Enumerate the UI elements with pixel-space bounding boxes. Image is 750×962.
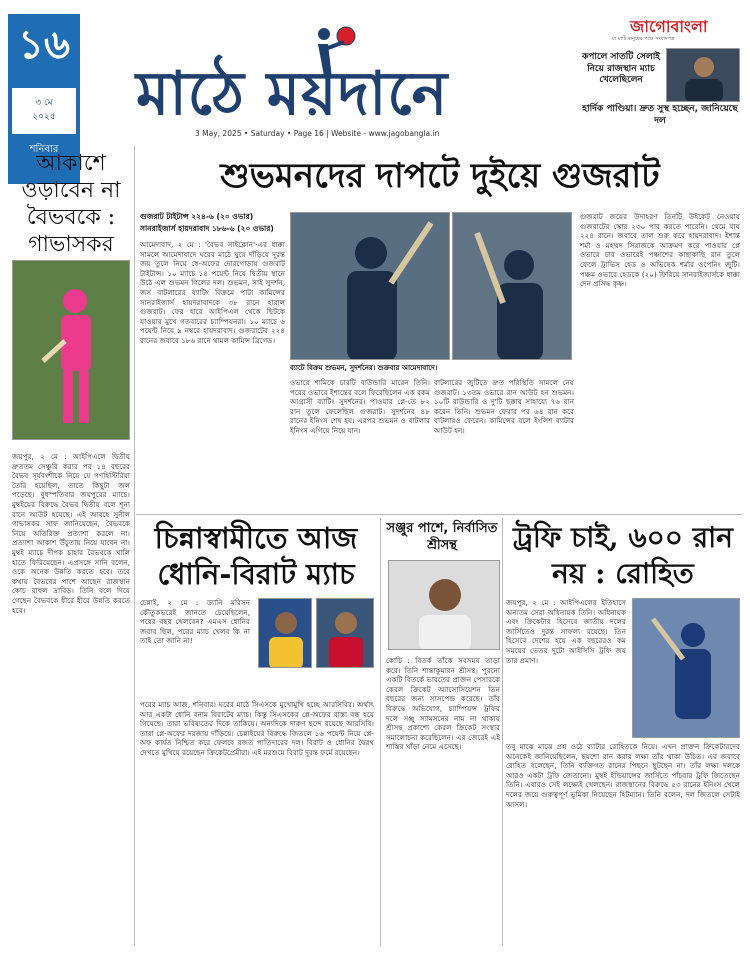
masthead <box>96 18 566 129</box>
teaser-tail: হার্দিক পাণ্ডিয়া। দ্রুত সুস্থ হচ্ছেন, জানিয়েছে দল <box>582 104 738 126</box>
main-story-body-3: ওভারে শামিকে চারটি বাউন্ডারি মারেন তিনি। পরের ওভারে ইশান্তের বলে ফিরেছিলেন এক রকম আগ্রাসী ব্যাটিং সুদর্শনের। পাওয়ার প্লে-তে ৮২ রান তুলে ফেলেছিল গুজরাট। সুদর্শনের ৪৮ রানের ইনিংস শেষ হয়। এরপর শুভমন ও বাটলার ইনিংস এগিয়ে নিয়ে যান। <box>290 378 430 435</box>
dhoni-story-headline: চিন্নাস্বামীতে আজ ধোনি-বিরাট ম্যাচ <box>154 521 358 591</box>
main-story-body-2: গুজরাট জয়ের উদাহরণ তিনটি উইকেট নেওয়ায় গুজরাটের স্কোর ২৩০ পার করতে পারেনি। থেমে যায় ২২৪ রানে। জবাবে তাল শুরু করে হায়দরাবাদ। ইশান্ত শর্মা ও মহম্মদ সিরাজকে আক্রমণ করে পাওয়ার প্লে ওভারে চার ওভারেই পঞ্চাশের কাছাকাছি রান তুলে ফেলে ট্রাভিস হেড ও অভিষেক শর্মার ওপেনিং জুটি। পঞ্চম ওভারে হেডকে (২০) ফিরিয়ে সানরাইজার্সকে ধাক্কা দেন প্রসিদ্ধ কৃষ্ণ। <box>580 212 740 289</box>
sreesanth-story-headline: সঞ্জুর পাশে, নির্বাসিত শ্রীসন্থ <box>386 521 498 553</box>
rohit-photo <box>632 598 740 738</box>
column-divider <box>502 518 503 946</box>
teaser-text: কপালে সাতটি সেলাই নিয়ে রাজস্থান ম্যাচ খেলেছিলেন <box>582 52 660 85</box>
dateline: 3 May, 2025 • Saturday • Page 16 | Website - www.jagobangla.in <box>195 129 440 138</box>
section-divider <box>136 514 742 515</box>
rohit-story-headline: ট্রফি চাই, ৬০০ রান নয় : রোহিত <box>513 521 733 590</box>
kohli-photo <box>316 598 374 668</box>
column-divider <box>380 518 381 946</box>
dhoni-story-body-2: পরের ম্যাচ আজ, শনিবার। ঘরের মাঠে সিএসকে মুখোমুখি হচ্ছে আরসিবির। অর্থাৎ আর একটা ধোনি বনাম বিরাটের ম্যাচ। কিন্তু সিএসকের প্লে-অফের রাস্তা বন্ধ হয়ে গিয়েছে। তারা ভবিষ্যতের দিকে তাকিয়ে। অন্যদিকে দারুণ ছন্দে রয়েছে আরসিবি। তারা প্লে-অফের দরজায় দাঁড়িয়ে। চেন্নাইয়ের বিরুদ্ধে জিতলে ১৬ পয়েন্ট নিয়ে প্লে-অফ কার্যত নিশ্চিত করে ফেলবে রজত পাতিদারের দল। বিরাট ও ধোনির দ্বৈরথ দেখতে মুখিয়ে রয়েছেন ক্রিকেটপ্রেমীরা। এই মরশুমে বিরাট দুরন্ত ফর্মে রয়েছেন। <box>140 700 374 757</box>
sreesanth-story-body: কোচি : বিতর্ক তাঁকে সবসময় তাড়া করে। তিনি শান্তাকুমারন শ্রীসন্থ। পুরনো একটি বিতর্কে ভারতের প্রাক্তন পেসারকে কেরল ক্রিকেট অ্যাসোসিয়েশন তিন বছরের জন্য সাসপেন্ড করেছে। তাঁর বিরুদ্ধে অভিযোগ, চ্যাম্পিয়ন্স ট্রফির দলে সঞ্জু স্যামসনের নাম না থাকায় শ্রীসন্থ প্রকাশ্যে কেরল ক্রিকেট সংস্থার সমালোচনা করেছিলেন। এর জেরেই এই শাস্তির খাঁড়া নেমে এসেছে। <box>386 656 500 752</box>
main-headline: শুভমনদের দাপটে দুইয়ে গুজরাট <box>220 156 660 196</box>
brand-tagline: মা মাটি মানুষের পক্ষে সংবাদপত্র <box>612 36 675 42</box>
page-number: ১৬ <box>18 22 70 68</box>
issue-day: শনিবার <box>29 144 59 155</box>
score-hyderabad: সানরাইজার্স হায়দরাবাদ ১৮৬-৬ (২০ ওভার) <box>140 224 274 233</box>
main-story-body-4: বাটলারের জুটিতে দ্রুত পরিস্থিতি সামলে নেয় গুজরাট। ১৩তম ওভারে রান আউট হন শুভমন। ১০টি বাউন্ডারি ও দু'টি ছক্কার সাহায্যে ৭৬ রান করেন তিনি। শুভমন ফেরার পর ৬৪ রান করে বাটলারও ফেরেন। কামিন্সের বলে ইংলিশ ব্যাটার আউট হন। <box>434 378 574 435</box>
main-story-photo-2 <box>452 212 572 360</box>
sreesanth-photo <box>388 560 500 650</box>
left-story-body: জয়পুর, ২ মে : আইপিএলে দ্বিতীয় দ্রুততম সেঞ্চুরি করার পর ১৪ বছরের বৈভব সূর্যবংশীকে নিয়ে যে গণহিস্টিরিয়া তৈরি হয়েছিল, তাতে কিছুটা জল পড়েছে। বুধস্পতিবার জয়পুরের ম্যাচে। মুম্বইয়ের বিরুদ্ধে বৈভব দ্বিতীয় বলে শূন্য রানে আউট হয়েছে। এই আবহে সুনীল গাভাসকর সাফ জানিয়েছেন, বৈভবকে নিয়ে অতিরিক্ত প্রত্যাশা করলে না। প্রত্যাশা আকাশ উঁচুতায় নিয়ে যাবেন না। মুম্বই ম্যাচে দীপক চাহার বৈভবকে খালি হাতে ফিরিয়েছেন। এপ্রসঙ্গে সানি বলেন, ওকে অনেক উন্নতি করতে হবে। তবে কথায় বৈভবের পাশে আছেন রাজস্থান কোচ রাহুল দ্রাবিড়। তিনি বলে দিয়ে গেছেন বৈভবকে ধীরে ধীরে উন্নতি করতে হবে। <box>12 452 130 615</box>
issue-date-line2: ২০২৫ <box>32 112 56 122</box>
issue-date-line1: ৩ মে <box>35 98 53 108</box>
main-photo-caption: ব্যাটে বিক্রম শুভমন, সুদর্শনের। শুক্রবার আমেদাবাদে। <box>290 364 438 372</box>
rohit-story-body-1: জয়পুর, ২ মে : আইপিএলের ইতিহাসে অন্যতম সেরা অধিনায়ক তিনি। অধিনায়ক এবং ক্রিকেটার হিসেবে জাতীয় দলের জার্সিতেও দুরন্ত সাফল্য রয়েছে। তিন হিসেবে দেশের হয়ে এক বছরেরও কম সময়ের ভেতর দুটো আইসিসি ট্রফি জয় তার প্রমাণ। <box>506 598 626 665</box>
main-story-body-1: আমেদাবাদ, ২ মে : 'বৈভব সাইক্লোন'-এর ধাক্কা সামলে আমেদাবাদে ঘরের মাঠে ঘুরে দাঁড়িয়ে দুরন্ত জয় তুলে নিয়ে স্বে-অফের দোরগোড়ায় গুজরাট টাইটান্স। ১০ ম্যাচে ১৪ পয়েন্ট নিয়ে দ্বিতীয় স্থানে উঠে এল শুভমন গিলের দল। শুভমন, সাই সুদর্শন, জস বাটলারের ব্যাটিং বিক্রমে পাটা কামিন্সের সানরাইজার্স হায়দরাবাদকে ৩৮ রানে হারাল গুজরাট। ফের হারে আইপিএল থেকে ছিটকে যাওয়ার মুখে গতবারের চ্যাম্পিয়নরা। ১০ ম্যাচে ৬ পয়েন্ট নিয়ে ৯ নম্বরে হায়দরাবাদ। গুজরাটের ২২৪ রানের জবাবে ১৮৬ রানে থামল কামিন্স ব্রিগেড। <box>140 240 285 345</box>
column-divider <box>134 146 135 946</box>
score-gujarat: গুজরাট টাইটান্স ২২৪-৬ (২০ ওভার) <box>140 212 254 221</box>
left-story-photo <box>12 260 130 440</box>
rohit-story-body-2: তবু মাঝে মাঝে প্রশ্ন ওঠে ব্যাটার রোহিতকে নিয়ে। এখন প্রাক্তন ক্রিকেটারদের অনেকেই জানিয়েছিলেন, ছয়শো রান করার লক্ষ্য তাঁর থাকা উচিত। এর জবাবে রোহিত বলেছেন, তিনি ব্যক্তিগত রানের পিছনে ছুটছেন না। তাঁর লক্ষ্য দলকে আরও একটা ট্রফি জেতানো। মুম্বই ইন্ডিয়ান্সের জার্সিতে পাঁচবার ট্রফি জিতেছেন তিনি। এবারও সেই লক্ষ্যেই খেলছেন। রাজস্থানের বিরুদ্ধে ৫৩ রানের ইনিংস খেলে দলের জয়ে গুরুত্বপূর্ণ ভূমিকা নিয়েছেন হিটম্যান। তিনি বলেন, দল জিতলে সেটাই আসল। <box>506 742 740 809</box>
dhoni-story-body-1: চেন্নাই, ২ মে : ড্যানি মরিসন কৌতুকভরেই জানতে চেয়েছিলেন, পরের বছর খেলবেন? এমএস ধোনির জবাব ছিল, পরের ম্যাচ খেলব কি না তাই তো জানি না! <box>140 598 250 646</box>
brand-logo: জাগোবাংলা <box>630 17 708 36</box>
dhoni-photo <box>258 598 312 668</box>
teaser-photo <box>666 48 740 102</box>
masthead-title: মাঠে ময়দানে <box>136 59 449 129</box>
issue-date <box>12 88 76 134</box>
main-story-photo-1 <box>290 212 450 360</box>
left-story-headline: আকাশে ওড়াবেন না বৈভবকে : গাভাসকর <box>21 151 121 257</box>
